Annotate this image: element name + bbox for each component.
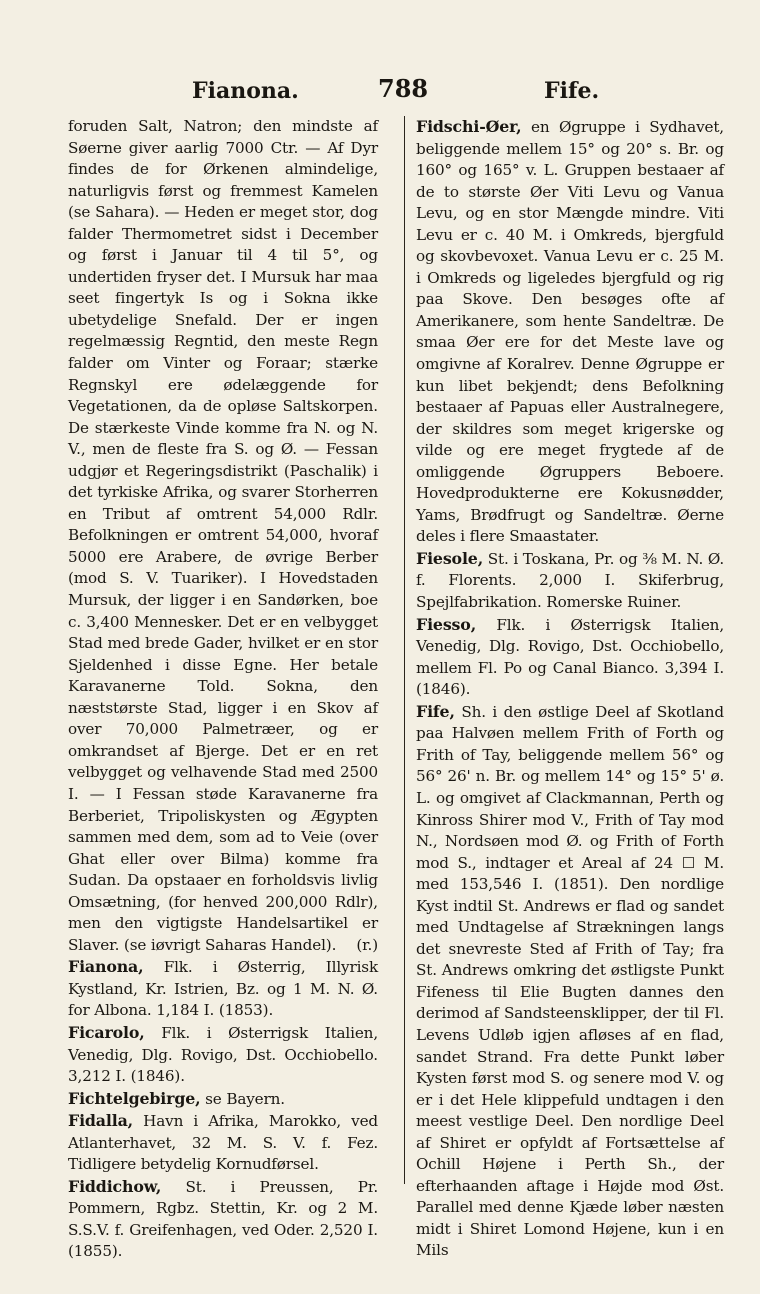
continuation-text: foruden Salt, Natron; den mindste af Søerne giver aarlig 7000 Ctr. — Af Dyr findes de for Ørkenen almindelige, naturligvis først og fremmest Kamelen (se Sahara). — Heden er meget stor, dog falder Thermometret sidst i December og først i Januar til 4 til 5°, og undertiden fryser det. I Mursuk har maa seet fingertyk Is og i Sokna ikke ubetydelige Snefald. Der er ingen regelmæssig Regntid, den meste Regn falder om Vinter og Foraar; stærke Regnskyl ere ødelæggende for Vegetationen, da de opløse Saltskorpen. De stærkeste Vinde komme fra N. og N. V., men de fleste fra S. og Ø. — Fessan udgjør et Regeringsdistrikt (Paschalik) i det tyrkiske Afrika, og svarer Storherren en Tribut af omtrent 54,000 Rdlr. Befolkningen er omtrent 54,000, hvoraf 5000 ere Arabere, de øvrige Berber (mod S. V. Tuariker). I Hovedstaden Mursuk, der ligger i en Sandørken, boe c. 3,400 Mennesker. Det er en velbygget Stad med brede Gader, hvilket er en stor Sjeldenhed i disse Egne. Her betale Karavanerne Told. Sokna, den næststørste Stad, ligger i en Skov af over 70,000 Palmetræer, og er omkrandset af Bjerge. Det er en ret velbygget og velhavende Stad med 2500 I. — I Fessan støde Karavanerne fra Berberiet, Tripoliskysten og Ægypten sammen med dem, som ad to Veie (over Ghat eller over Bilma) komme fra Sudan. Da opstaaer en forholdsvis livlig Omsætning, (for henved 200,000 Rdlr), men den vigtigste Handelsartikel er Slaver. (se iøvrigt Saharas Handel). bbox=[68, 117, 378, 954]
entry-headword: Fife, bbox=[416, 701, 455, 721]
entry-text: Flk. i Østerrig, Illyrisk Kystland, Kr. Istrien, Bz. og 1 M. N. Ø. for Albona. 1,184 I. (1853). bbox=[68, 958, 378, 1020]
right-column bbox=[416, 116, 724, 1262]
page-number: 788 bbox=[378, 74, 429, 103]
entry-fichtelgebirge bbox=[68, 1088, 378, 1111]
entry-headword: Fianona, bbox=[68, 957, 144, 977]
entry-fidalla bbox=[68, 1110, 378, 1176]
entry-headword: Fidschi-Øer, bbox=[416, 117, 522, 136]
entry-ficarolo bbox=[68, 1022, 378, 1088]
entry-fiesole bbox=[416, 548, 724, 614]
entry-text: se Bayern. bbox=[200, 1089, 285, 1108]
entry-fidschi-oer bbox=[416, 116, 724, 548]
entry-text: St. i Toskana, Pr. og ⅜ M. N. Ø. f. Florents. 2,000 I. Skiferbrug, Spejlfabrikation. Romerske Ruiner. bbox=[416, 549, 724, 612]
entry-headword: Fichtelgebirge, bbox=[68, 1088, 201, 1108]
running-head-right: Fife. bbox=[544, 78, 600, 104]
entry-fiesso bbox=[416, 614, 724, 701]
column-divider bbox=[404, 116, 405, 1184]
continuation-paragraph bbox=[68, 116, 378, 956]
entry-headword: Fiddichow, bbox=[68, 1176, 162, 1196]
entry-fianona bbox=[68, 956, 378, 1022]
entry-text: Flk. i Østerrigsk Italien, Venedig, Dlg. Rovigo, Dst. Occhiobello, mellem Fl. Po og Canal Bianco. 3,394 I. (1846). bbox=[416, 615, 724, 699]
entry-text: Sh. i den østlige Deel af Skotland paa Halvøen mellem Frith of Forth og Frith of Tay, beliggende mellem 56° og 56° 26' n. Br. og mellem 14° og 15° 5' ø. L. og omgivet af Clackmannan, Perth og Kinross Shirer mod V., Frith of Tay mod N., Nordsøen mod Ø. og Frith of Forth mod S., indtager et Areal af 24 ☐ M. med 153,546 I. (1851). Den nordlige Kyst indtil St. Andrews er flad og sandet med Undtagelse af Strækningen langs det snevreste Sted af Frith of Tay; fra St. Andrews omkring det østligste Punkt Fifeness til Elie Bugten dannes den derimod af Sandsteensklipper, der til Fl. Levens Udløb igjen afløses af en flad, sandet Strand. Fra dette Punkt løber Kysten først mod S. og senere mod V. og er i det Hele klippefuld undtagen i den meest vestlige Deel. Den nordlige Deel af Shiret er opfyldt af Fortsættelse af Ochill Højene i Perth Sh., der efterhaanden aftage i Højde mod Øst. Parallel med denne Kjæde løber næsten midt i Shiret Lomond Højene, kun i en Mils bbox=[416, 702, 724, 1260]
entry-headword: Fiesso, bbox=[416, 614, 477, 634]
entry-headword: Ficarolo, bbox=[68, 1022, 145, 1042]
entry-headword: Fiesole, bbox=[416, 548, 484, 568]
page-header bbox=[60, 74, 712, 108]
author-signature: (r.) bbox=[356, 935, 378, 954]
entry-text: Flk. i Østerrigsk Italien, Venedig, Dlg. Rovigo, Dst. Occhiobello. 3,212 I. (1846). bbox=[68, 1023, 378, 1086]
entry-text: St. i Preussen, Pr. Pommern, Rgbz. Stettin, Kr. og 2 M. S.S.V. f. Greifenhagen, ved Oder. 2,520 I. (1855). bbox=[68, 1177, 378, 1261]
entry-fiddichow bbox=[68, 1176, 378, 1263]
running-head-left: Fianona. bbox=[192, 78, 299, 104]
entry-headword: Fidalla, bbox=[68, 1111, 134, 1131]
left-column bbox=[68, 116, 378, 1263]
entry-fife bbox=[416, 701, 724, 1262]
entry-text: en Øgruppe i Sydhavet, beliggende mellem 15° og 20° s. Br. og 160° og 165° v. L. Gruppen bestaaer af de to største Øer Viti Levu og Vanua Levu, og en stor Mængde mindre. Viti Levu er c. 40 M. i Omkreds, bjergfuld og skovbevoxet. Vanua Levu er c. 25 M. i Omkreds og ligeledes bjergfuld og rig paa Skove. Den besøges ofte af Amerikanere, som hente Sandeltræ. De smaa Øer ere for det Meste lave og omgivne af Koralrev. Denne Øgruppe er kun libet bekjendt; dens Befolkning bestaaer af Papuas eller Australnegere, der skildres som meget krigerske og vilde og ere meget frygtede af de omliggende Øgruppers Beboere. Hovedprodukterne ere Kokusnødder, Yams, Brødfrugt og Sandeltræ. Øerne deles i flere Smaastater. bbox=[416, 118, 724, 546]
entry-text: Havn i Afrika, Marokko, ved Atlanterhavet, 32 M. S. V. f. Fez. Tidligere betydelig Kornudførsel. bbox=[68, 1112, 378, 1174]
